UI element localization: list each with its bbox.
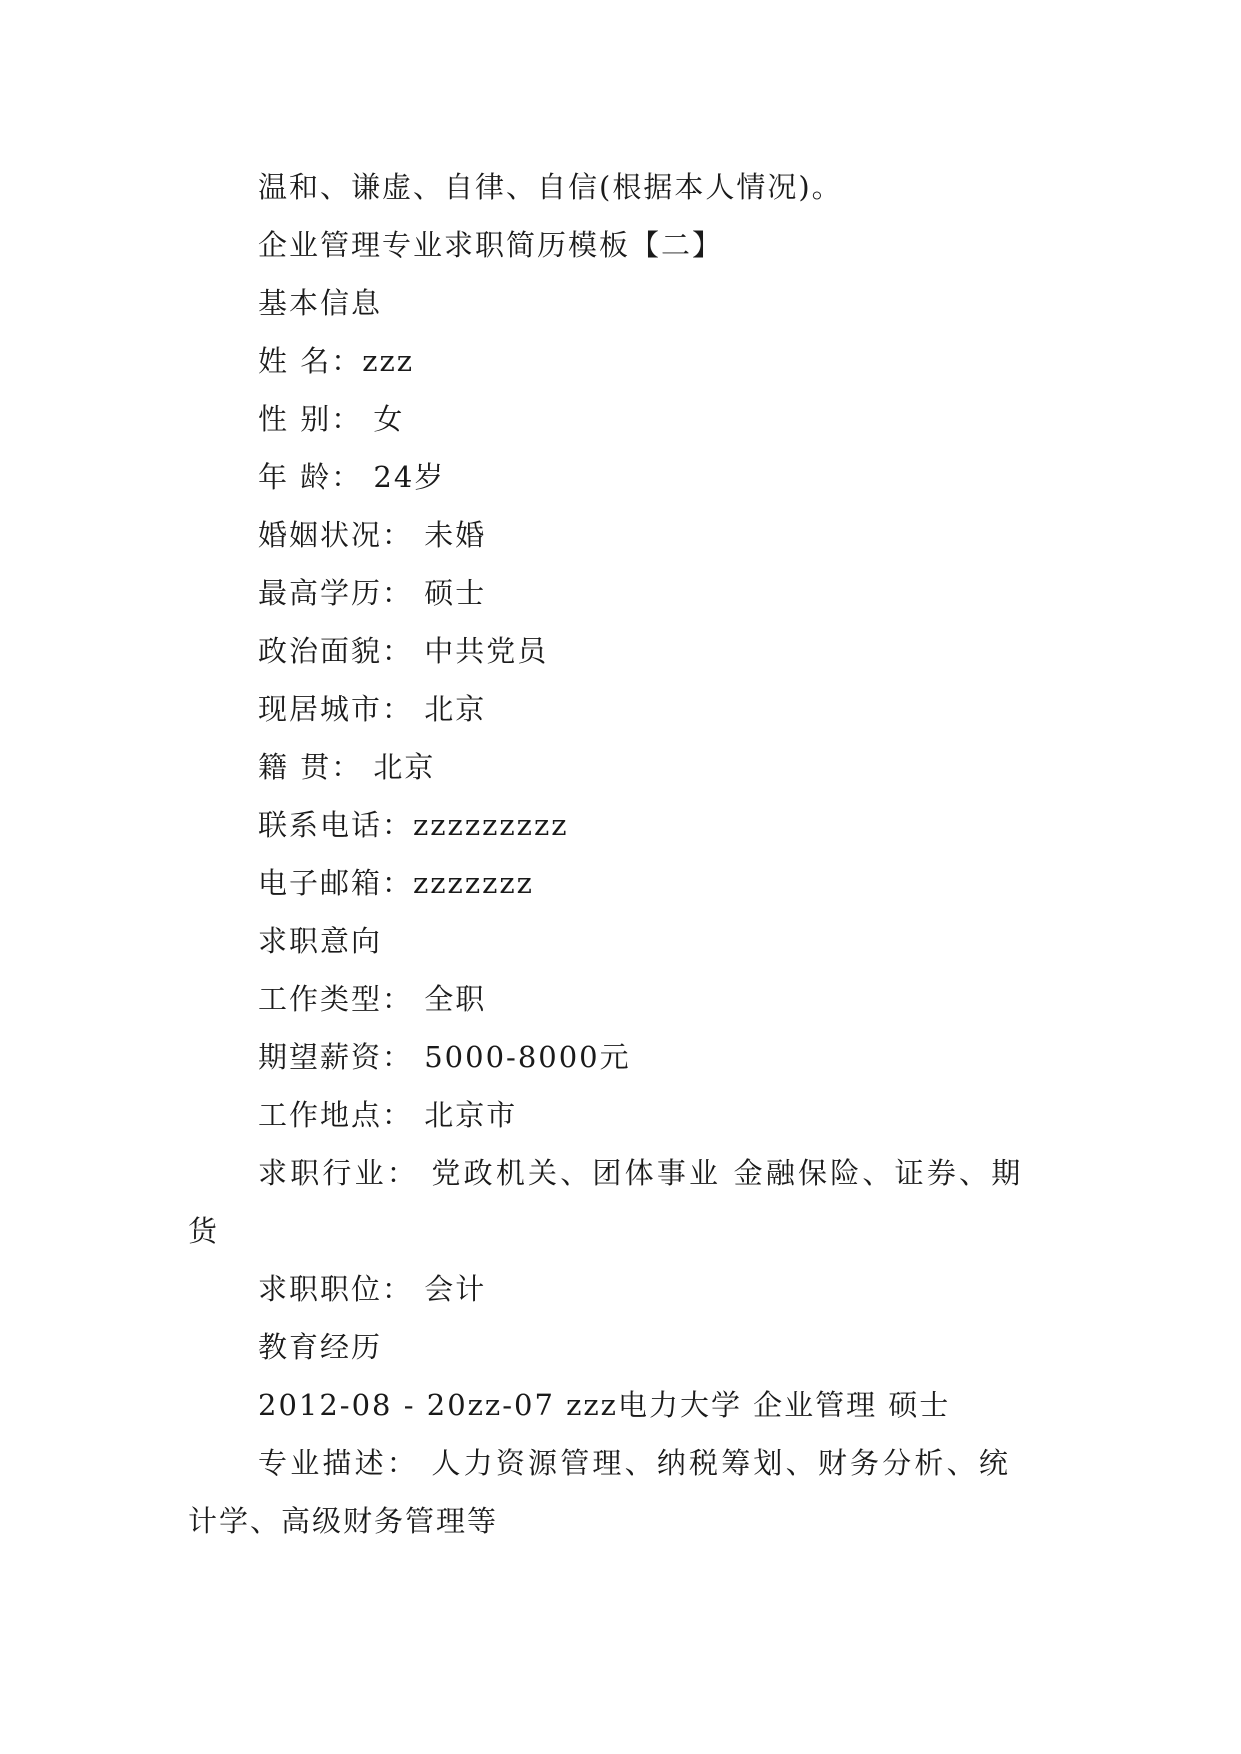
field-expected-salary: 期望薪资： 5000-8000元	[258, 1040, 631, 1074]
field-industry: 求职行业： 党政机关、团体事业 金融保险、证券、期	[258, 1156, 1024, 1190]
field-gender: 性 别： 女	[258, 402, 405, 436]
field-political-status: 政治面貌： 中共党员	[258, 634, 549, 668]
field-work-location: 工作地点： 北京市	[258, 1098, 518, 1132]
field-current-city: 现居城市： 北京	[258, 692, 487, 726]
field-education-level: 最高学历： 硕士	[258, 576, 487, 610]
field-major-description-continued: 计学、高级财务管理等	[188, 1504, 499, 1538]
resume-body	[188, 158, 1058, 1550]
intro-line: 温和、谦虚、自律、自信(根据本人情况)。	[258, 170, 843, 204]
field-major-description: 专业描述： 人力资源管理、纳税筹划、财务分析、统	[258, 1446, 1012, 1480]
field-name: 姓 名：zzz	[258, 344, 415, 378]
education-entry: 2012-08 - 20zz-07 zzz电力大学 企业管理 硕士	[258, 1388, 951, 1422]
field-age: 年 龄： 24岁	[258, 460, 446, 494]
field-email: 电子邮箱：zzzzzzz	[258, 866, 534, 900]
field-job-type: 工作类型： 全职	[258, 982, 487, 1016]
section-heading-basic-info: 基本信息	[258, 286, 383, 320]
template-title: 企业管理专业求职简历模板【二】	[258, 228, 724, 262]
field-position: 求职职位： 会计	[258, 1272, 487, 1306]
section-heading-job-intention: 求职意向	[258, 924, 383, 958]
field-marital-status: 婚姻状况： 未婚	[258, 518, 487, 552]
field-phone: 联系电话：zzzzzzzzz	[258, 808, 569, 842]
field-industry-continued: 货	[188, 1214, 220, 1248]
field-native-place: 籍 贯： 北京	[258, 750, 436, 784]
section-heading-education: 教育经历	[258, 1330, 383, 1364]
